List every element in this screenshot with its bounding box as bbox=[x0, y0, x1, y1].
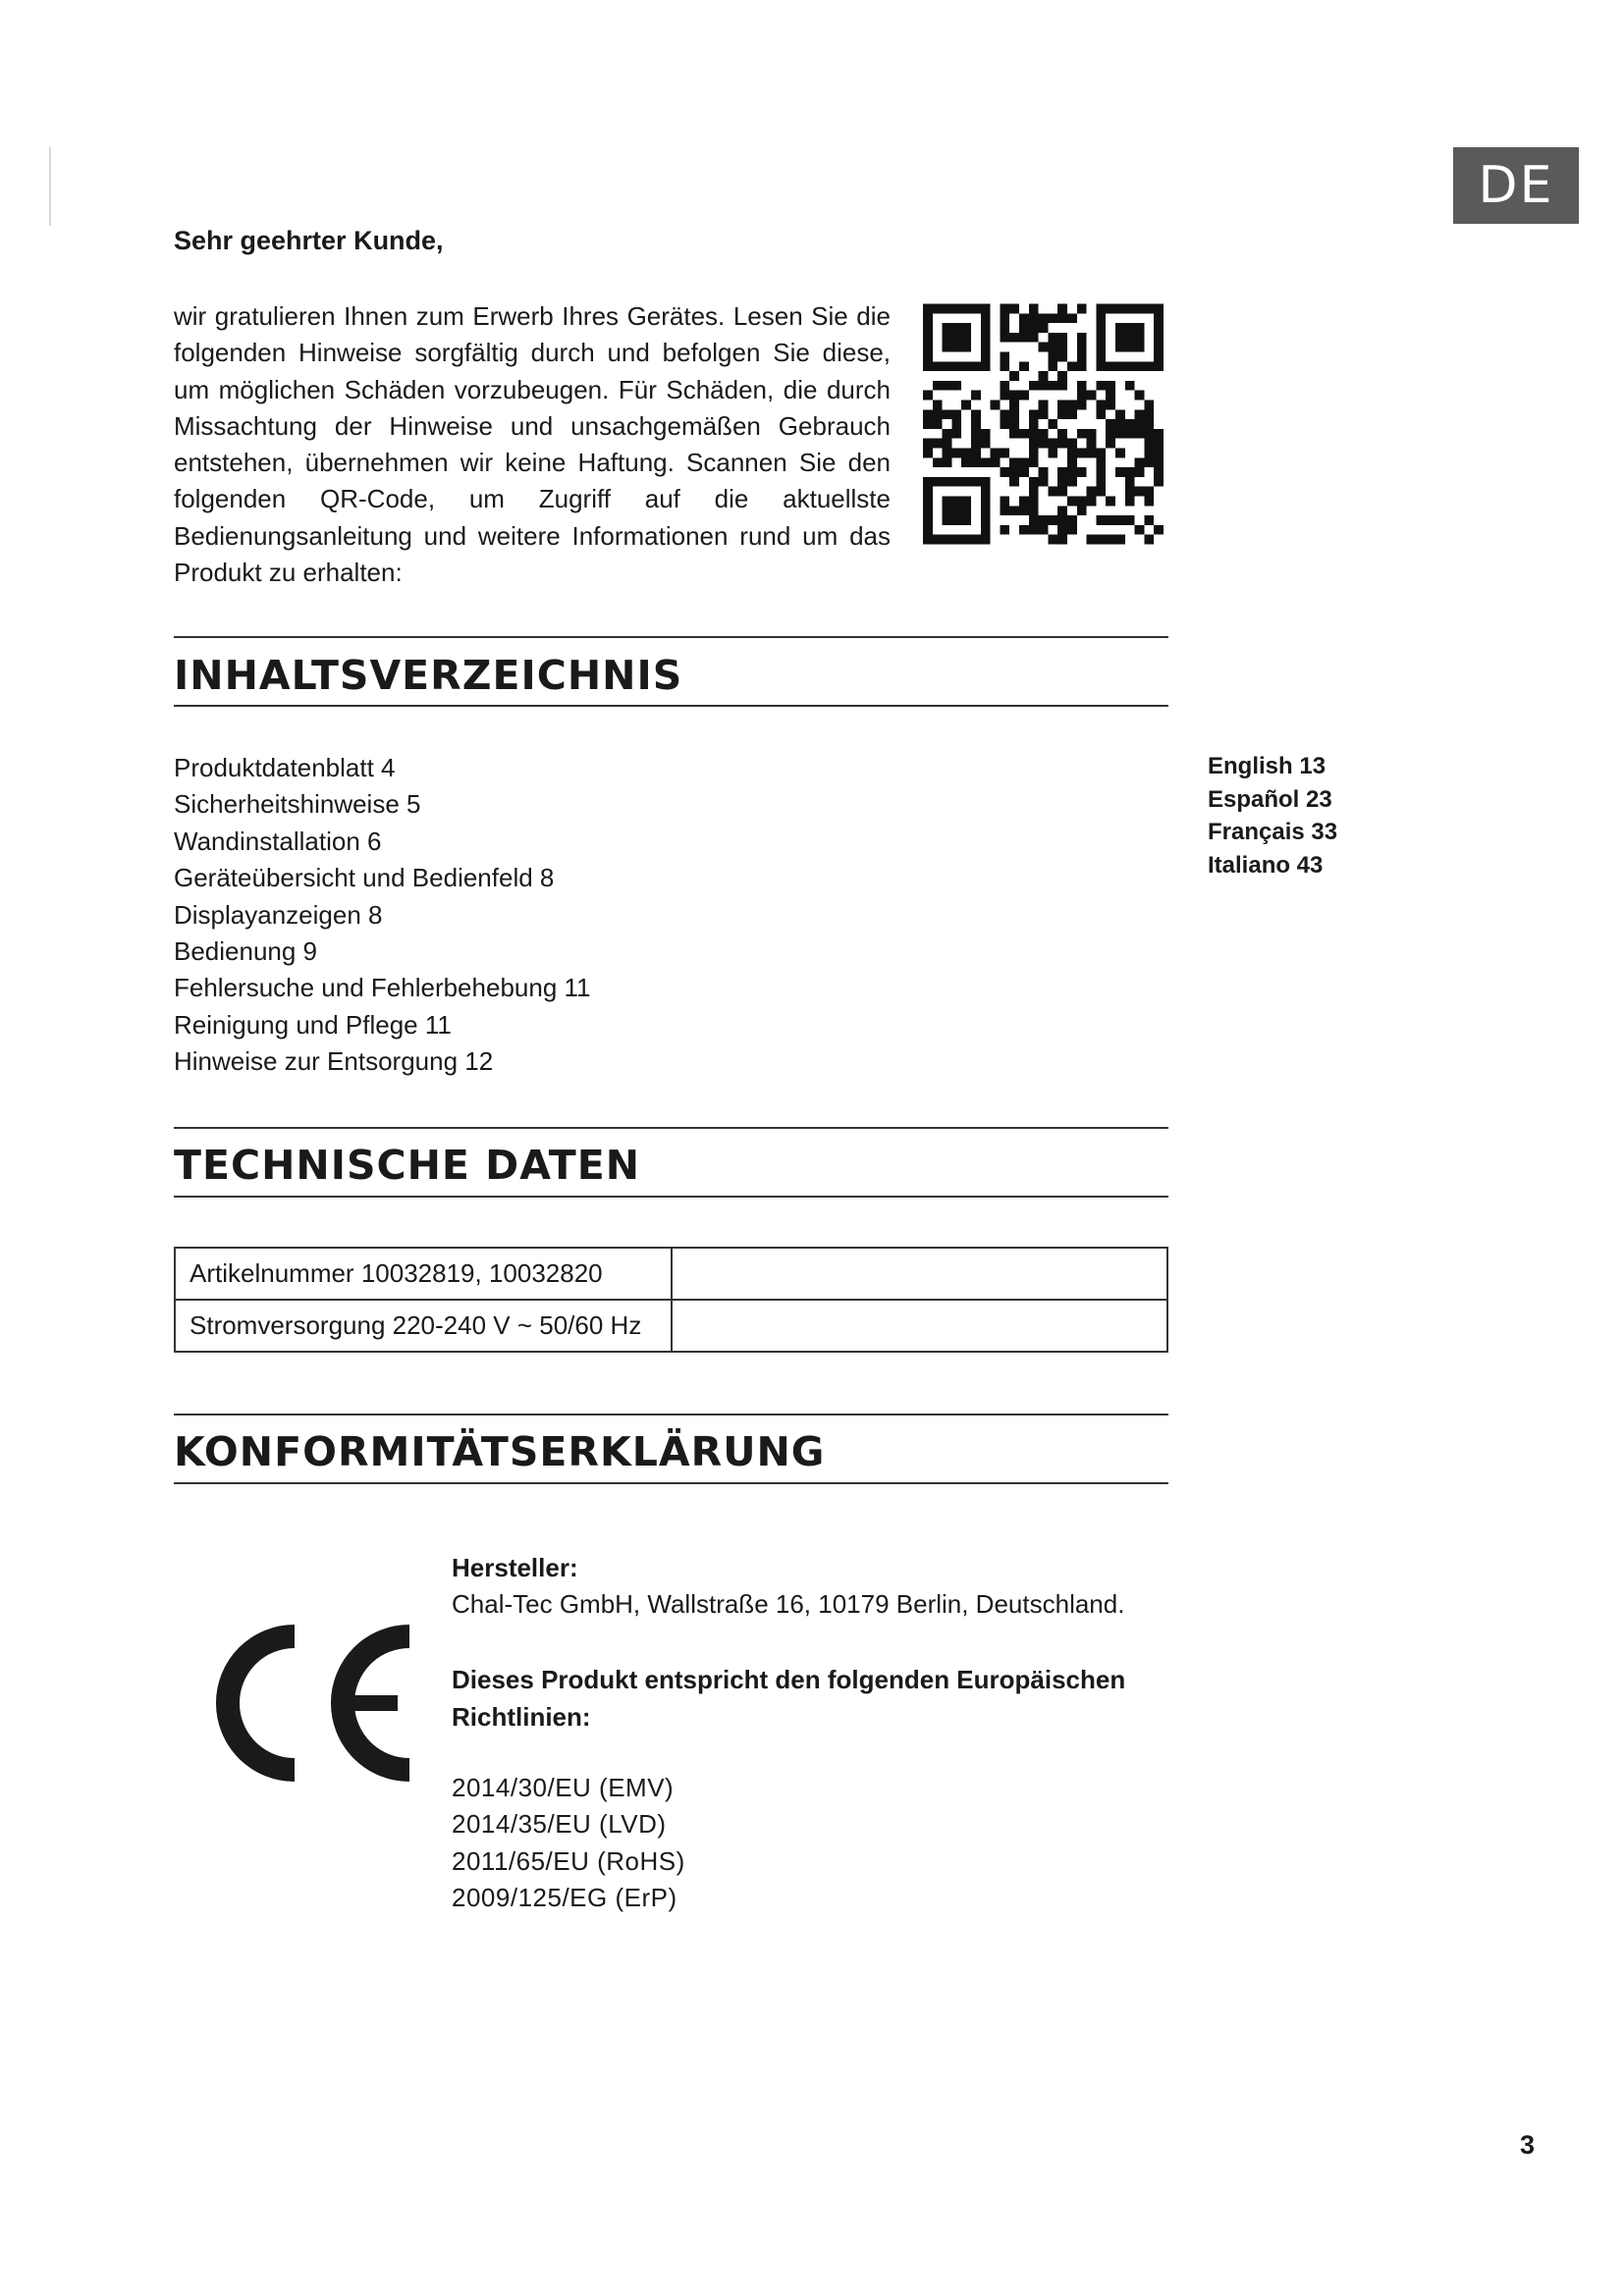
toc-title: INHALTSVERZEICHNIS bbox=[174, 652, 683, 699]
conformity-rule-bottom bbox=[174, 1482, 1168, 1484]
toc-item-wandinstallation[interactable]: Wandinstallation 6 bbox=[174, 826, 382, 856]
intro-paragraph: wir gratulieren Ihnen zum Erwerb Ihres Gerätes. Lesen Sie die folgenden Hinweise sorgfältig durch und befolgen Sie diese, um möglichen Schäden vorzubeugen. Für Schäden, die durch Missachtung der Hinweise und unsachgemäßen Gebrauch entstehen, übernehmen wir keine Haftung. Scannen Sie den folgenden QR-Code, um Zugriff auf die aktuellste Bedienungsanleitung und weitere Informationen rund um das Produkt zu erhalten: bbox=[174, 301, 891, 588]
conformity-rule-top bbox=[174, 1414, 1168, 1415]
toc-rule-bottom bbox=[174, 705, 1168, 707]
toc-item-fehlersuche[interactable]: Fehlersuche und Fehlerbehebung 11 bbox=[174, 973, 591, 1003]
language-link-english[interactable]: English 13 bbox=[1208, 753, 1326, 779]
page-number: 3 bbox=[1520, 2130, 1536, 2160]
language-link-espanol[interactable]: Español 23 bbox=[1208, 785, 1332, 813]
compliance-statement: Dieses Produkt entspricht den folgenden Europäischen Richtlinien: bbox=[452, 1665, 1126, 1732]
toc-list bbox=[174, 750, 591, 1081]
directive-erp: 2009/125/EG (ErP) bbox=[452, 1882, 677, 1912]
directives-list bbox=[452, 1770, 685, 1916]
spec-cell-empty bbox=[672, 1248, 1167, 1300]
table-row bbox=[175, 1300, 1167, 1352]
toc-item-reinigung[interactable]: Reinigung und Pflege 11 bbox=[174, 1009, 452, 1040]
toc-item-geraeteuebersicht[interactable]: Geräteübersicht und Bedienfeld 8 bbox=[174, 863, 555, 893]
toc-item-displayanzeigen[interactable]: Displayanzeigen 8 bbox=[174, 899, 383, 930]
conformity-title: KONFORMITÄTSERKLÄRUNG bbox=[174, 1428, 826, 1475]
specs-rule-top bbox=[174, 1127, 1168, 1129]
other-languages-list bbox=[1208, 750, 1337, 881]
spec-cell-empty bbox=[672, 1300, 1167, 1352]
directive-rohs: 2011/65/EU (RoHS) bbox=[452, 1845, 685, 1876]
language-link-italiano[interactable]: Italiano 43 bbox=[1208, 851, 1324, 879]
specs-title: TECHNISCHE DATEN bbox=[174, 1142, 641, 1189]
qr-code-icon bbox=[923, 302, 1164, 546]
greeting: Sehr geehrter Kunde, bbox=[174, 226, 444, 255]
toc-item-bedienung[interactable]: Bedienung 9 bbox=[174, 936, 318, 967]
toc-rule-top bbox=[174, 636, 1168, 638]
spec-cell-article-number: Artikelnummer 10032819, 10032820 bbox=[175, 1248, 672, 1300]
toc-item-produktdatenblatt[interactable]: Produktdatenblatt 4 bbox=[174, 753, 396, 782]
language-tab: DE bbox=[1453, 147, 1579, 224]
manufacturer-address: Chal-Tec GmbH, Wallstraße 16, 10179 Berlin, Deutschland. bbox=[452, 1589, 1125, 1619]
language-link-francais[interactable]: Français 33 bbox=[1208, 819, 1338, 845]
specs-table bbox=[174, 1247, 1168, 1353]
toc-item-sicherheitshinweise[interactable]: Sicherheitshinweise 5 bbox=[174, 789, 421, 820]
table-row bbox=[175, 1248, 1167, 1300]
toc-item-entsorgung[interactable]: Hinweise zur Entsorgung 12 bbox=[174, 1046, 494, 1077]
directive-lvd: 2014/35/EU (LVD) bbox=[452, 1809, 667, 1840]
spec-cell-power-supply: Stromversorgung 220-240 V ~ 50/60 Hz bbox=[175, 1300, 672, 1352]
specs-rule-bottom bbox=[174, 1196, 1168, 1198]
directive-emv: 2014/30/EU (EMV) bbox=[452, 1773, 675, 1802]
ce-mark-icon bbox=[191, 1625, 417, 1782]
margin-mark bbox=[49, 147, 51, 226]
manufacturer-label: Hersteller: bbox=[452, 1553, 578, 1582]
